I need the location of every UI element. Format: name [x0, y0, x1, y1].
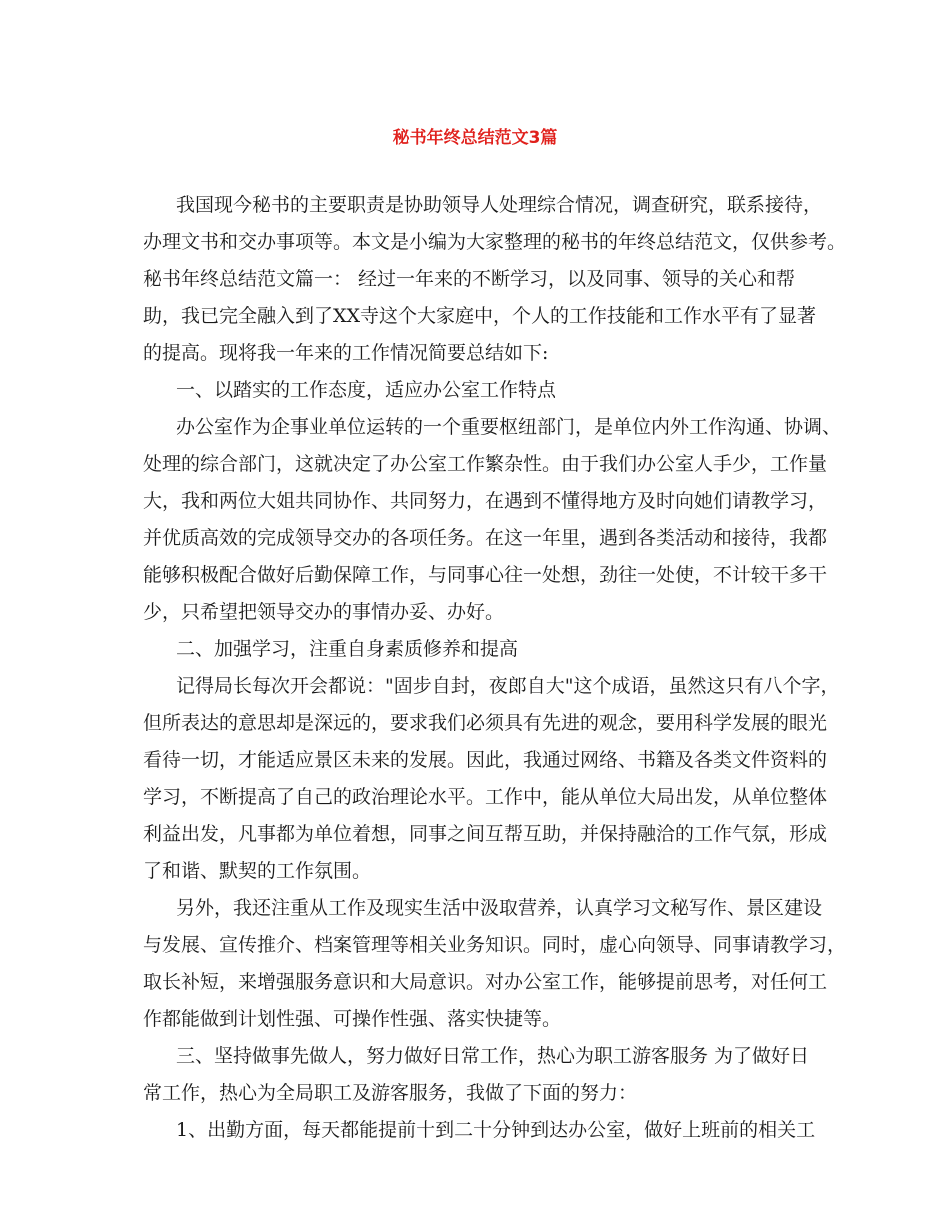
paragraph-line: 的提高。现将我一年来的工作情况简要总结如下:: [143, 342, 549, 364]
paragraph-line: 与发展、宣传推介、档案管理等相关业务知识。同时，虚心向领导、同事请教学习，: [143, 934, 847, 956]
paragraph-line: 学习，不断提高了自己的政治理论水平。工作中，能从单位大局出发，从单位整体: [143, 786, 828, 808]
paragraph-line: 常工作，热心为全局职工及游客服务，我做了下面的努力：: [143, 1082, 638, 1104]
paragraph-line: 作都能做到计划性强、可操作性强、落实快捷等。: [143, 1008, 562, 1030]
section-heading: 二、加强学习，注重自身素质修养和提高: [176, 638, 519, 660]
document-title: 秘书年终总结范文3篇: [392, 128, 558, 148]
paragraph-line: 1、出勤方面，每天都能提前十到二十分钟到达办公室，做好上班前的相关工: [176, 1119, 816, 1141]
section-heading: 一、以踏实的工作态度，适应办公室工作特点: [176, 379, 557, 401]
paragraph-line: 处理的综合部门，这就决定了办公室工作繁杂性。由于我们办公室人手少，工作量: [143, 453, 828, 475]
paragraph-line: 但所表达的意思却是深远的，要求我们必须具有先进的观念，要用科学发展的眼光: [143, 712, 828, 734]
paragraph-line: 了和谐、默契的工作氛围。: [143, 860, 372, 882]
paragraph-line: 办理文书和交办事项等。本文是小编为大家整理的秘书的年终总结范文，仅供参考。: [143, 231, 847, 253]
section-heading: 三、坚持做事先做人，努力做好日常工作，热心为职工游客服务 为了做好日: [176, 1045, 810, 1067]
paragraph-line: 另外，我还注重从工作及现实生活中汲取营养，认真学习文秘写作、景区建设: [176, 897, 823, 919]
paragraph-line: 看待一切，才能适应景区未来的发展。因此，我通过网络、书籍及各类文件资料的: [143, 749, 828, 771]
paragraph-line: 利益出发，凡事都为单位着想，同事之间互帮互助，并保持融洽的工作气氛，形成: [143, 823, 828, 845]
paragraph-line: 大，我和两位大姐共同协作、共同努力，在遇到不懂得地方及时向她们请教学习，: [143, 490, 828, 512]
paragraph-line: 办公室作为企事业单位运转的一个重要枢纽部门，是单位内外工作沟通、协调、: [176, 416, 842, 438]
paragraph-line: 少，只希望把领导交办的事情办妥、办好。: [143, 601, 505, 623]
paragraph-line: 我国现今秘书的主要职责是协助领导人处理综合情况，调查研究，联系接待，: [176, 194, 823, 216]
paragraph-line: 助，我已完全融入到了XX寺这个大家庭中，个人的工作技能和工作水平有了显著: [143, 305, 817, 327]
paragraph-line: 能够积极配合做好后勤保障工作，与同事心往一处想，劲往一处使，不计较干多干: [143, 564, 828, 586]
paragraph-line: 并优质高效的完成领导交办的各项任务。在这一年里，遇到各类活动和接待，我都: [143, 527, 828, 549]
paragraph-line: 记得局长每次开会都说："固步自封，夜郎自大"这个成语，虽然这只有八个字，: [176, 675, 840, 697]
paragraph-line: 秘书年终总结范文篇一： 经过一年来的不断学习，以及同事、领导的关心和帮: [143, 268, 796, 290]
paragraph-line: 取长补短，来增强服务意识和大局意识。对办公室工作，能够提前思考，对任何工: [143, 971, 828, 993]
